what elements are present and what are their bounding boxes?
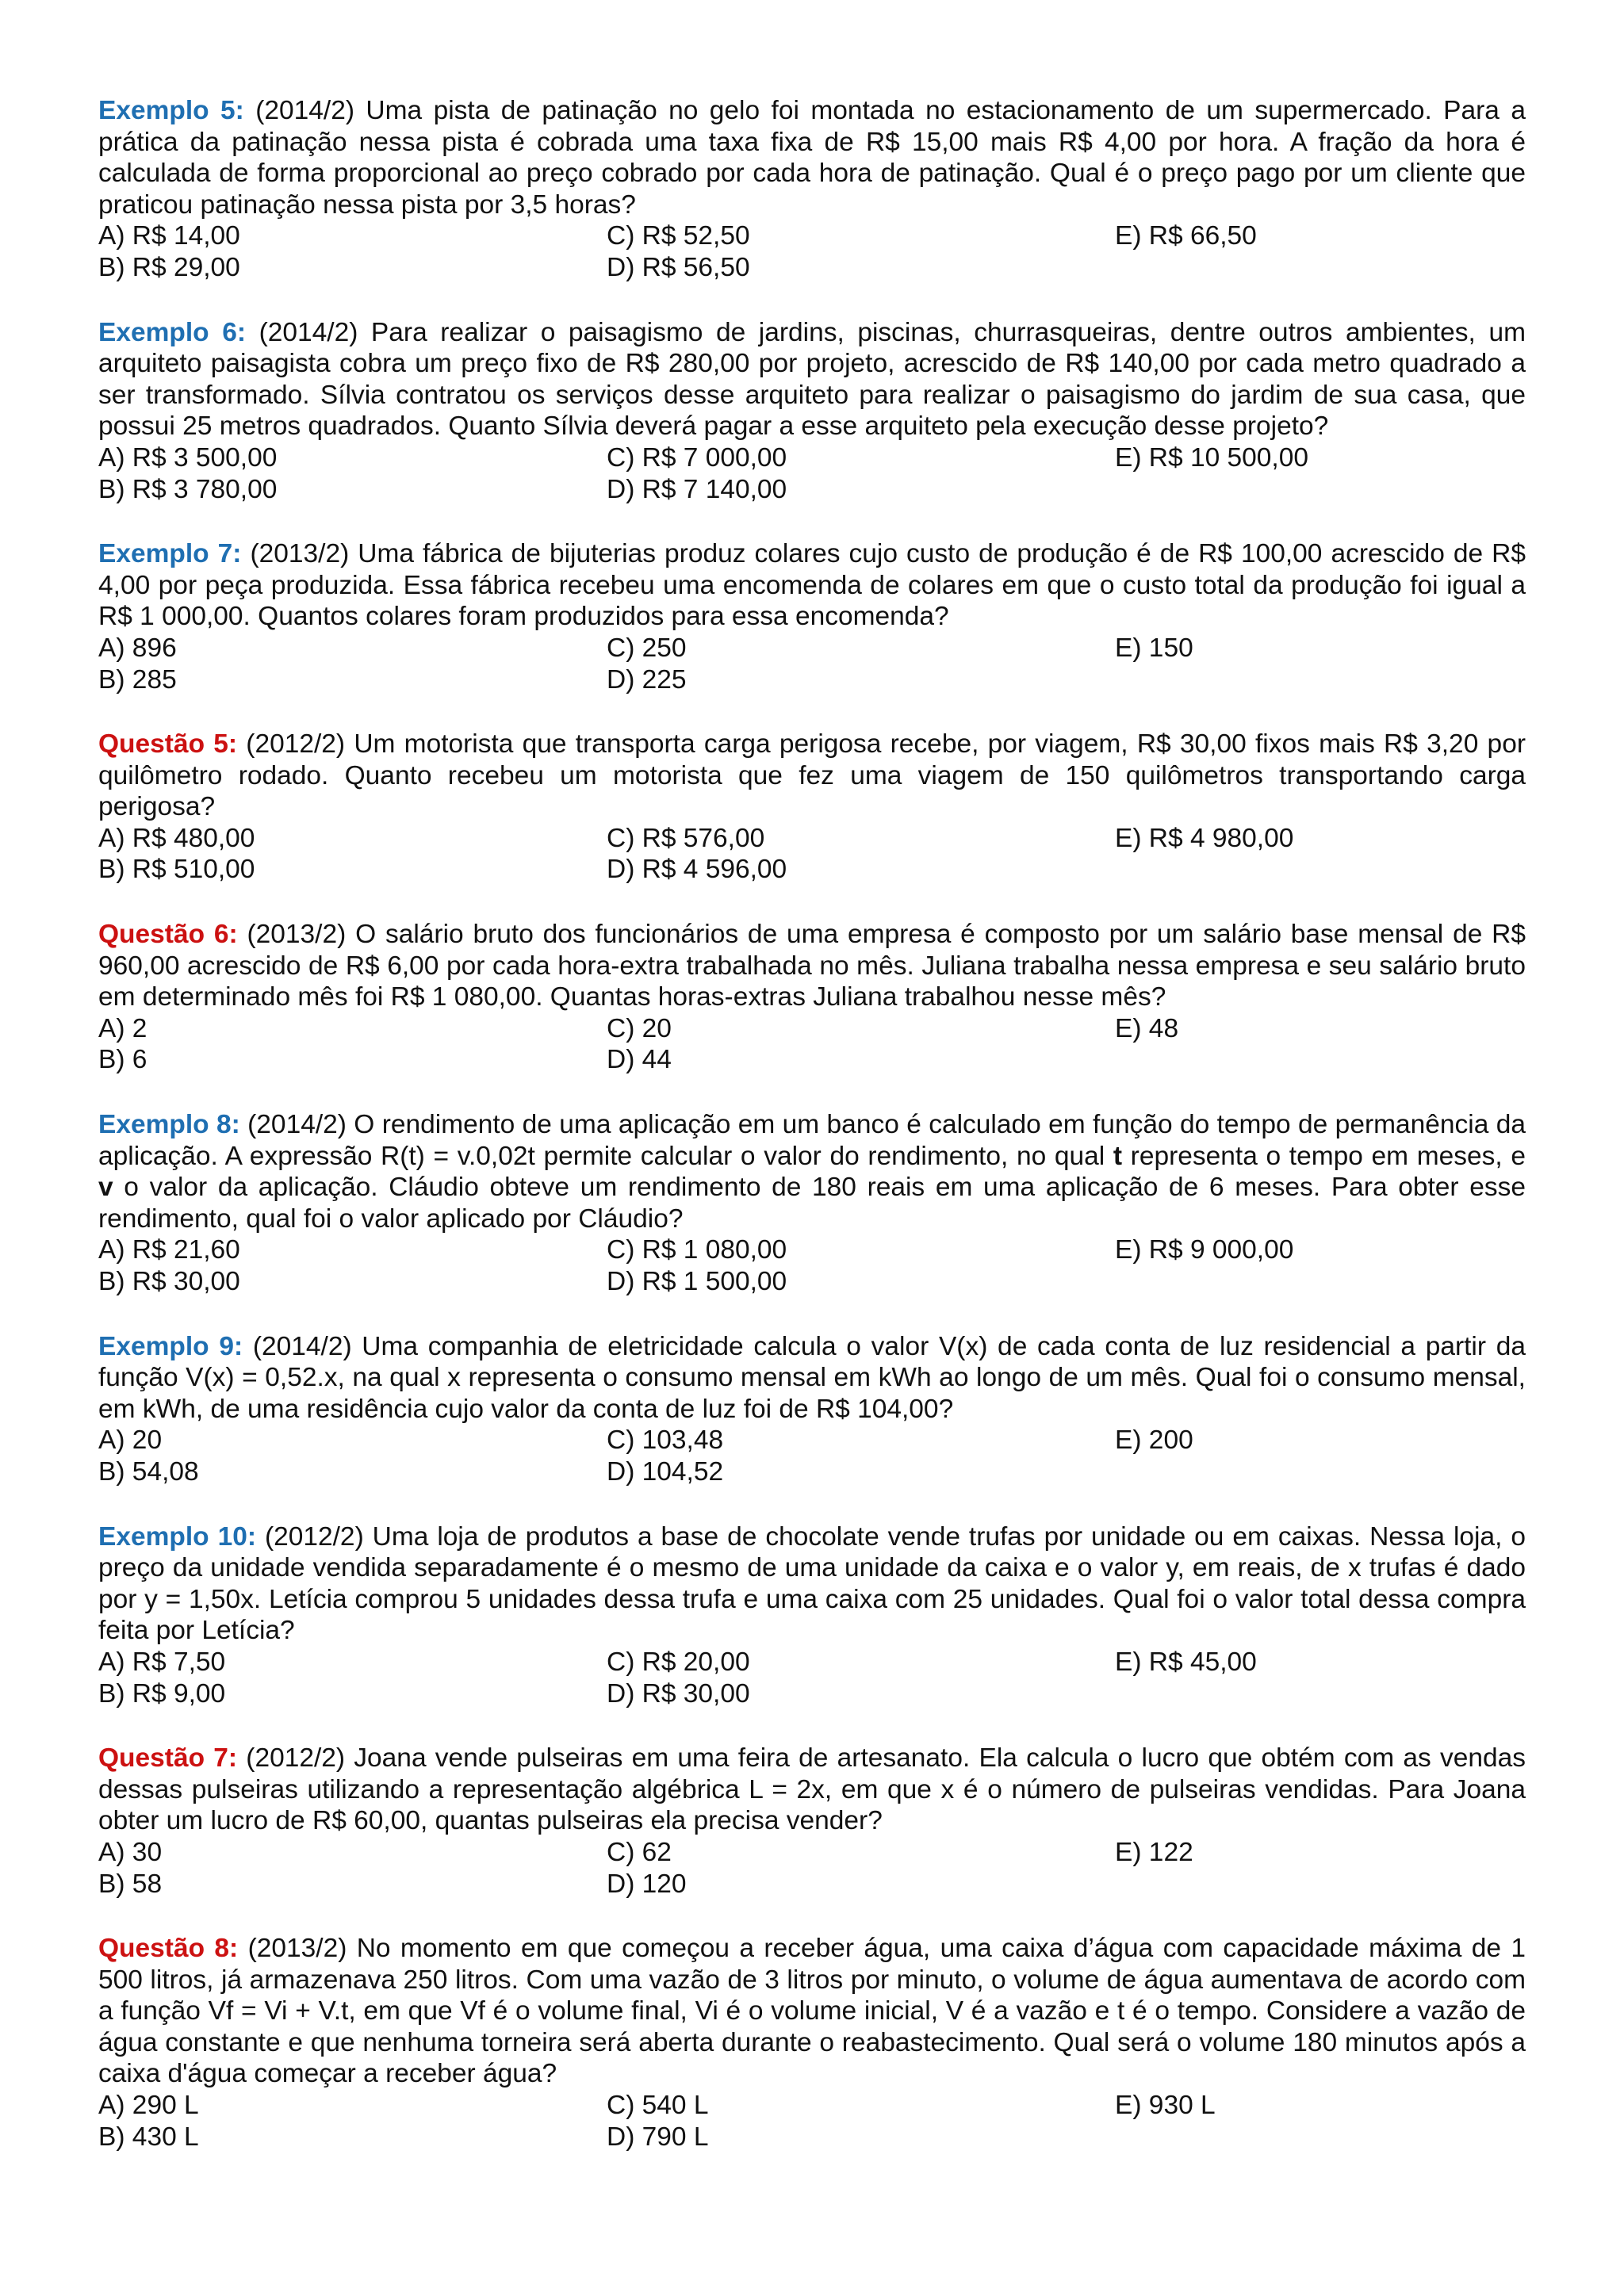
question-text: (2013/2) Uma fábrica de bijuterias produz colares cujo custo de produção é de R$ 100,00 acrescido de R$ 4,00 por peça produzida. Essa fábrica recebeu uma encomenda de colares em que o custo total da produção foi igual a R$ 1 000,00. Quantos colares foram produzidos para essa encomenda? xyxy=(98,539,1526,632)
question-stem xyxy=(98,1521,1526,1647)
option-b: B) 6 xyxy=(98,1045,147,1075)
option-d: D) R$ 56,50 xyxy=(607,252,750,282)
variable-v: v xyxy=(98,1173,113,1203)
answer-options xyxy=(98,1013,1526,1076)
option-e: E) 200 xyxy=(1115,1425,1193,1456)
option-b: B) R$ 3 780,00 xyxy=(98,474,278,504)
option-d: D) R$ 4 596,00 xyxy=(607,855,787,885)
answer-options xyxy=(98,220,1526,283)
question-text: (2013/2) No momento em que começou a receber água, uma caixa d’água com capacidade máxima de 1 500 litros, já armazenava 250 litros. Com uma vazão de 3 litros por minuto, o volume de água aumentava de acordo com a função Vf = Vi + V.t, em que Vf é o volume final, Vi é o volume inicial, V é a vazão e t é o tempo. Considere a vazão de água constante e que nenhuma torneira será aberta durante o reabastecimento. Qual será o volume 180 minutos após a caixa d'água começar a receber água? xyxy=(98,1934,1526,2089)
answer-options xyxy=(98,633,1526,695)
option-b: B) 54,08 xyxy=(98,1456,199,1487)
option-a: A) 30 xyxy=(98,1837,163,1867)
question-stem xyxy=(98,1331,1526,1425)
questao-5 xyxy=(98,729,1526,886)
option-a: A) R$ 14,00 xyxy=(98,221,240,251)
option-e: E) 150 xyxy=(1115,633,1193,663)
answer-options xyxy=(98,1234,1526,1297)
variable-t: t xyxy=(1113,1141,1123,1171)
question-text: (2014/2) Uma companhia de eletricidade calcula o valor V(x) de cada conta de luz residencial a partir da função V(x) = 0,52.x, na qual x representa o consumo mensal em kWh ao longo de um mês. Qual foi o consumo mensal, em kWh, de uma residência cujo valor da conta de luz foi de R$ 104,00? xyxy=(98,1331,1526,1424)
option-c: C) R$ 7 000,00 xyxy=(607,442,787,473)
option-d: D) 120 xyxy=(607,1869,687,1899)
option-e: E) 48 xyxy=(1115,1013,1179,1043)
questao-7 xyxy=(98,1743,1526,1900)
answer-options xyxy=(98,1837,1526,1900)
question-stem xyxy=(98,1109,1526,1234)
option-c: C) R$ 1 080,00 xyxy=(607,1235,787,1265)
question-label: Exemplo 9: xyxy=(98,1331,243,1361)
option-b: B) 58 xyxy=(98,1869,163,1899)
option-c: C) 20 xyxy=(607,1013,672,1043)
option-e: E) R$ 9 000,00 xyxy=(1115,1235,1294,1265)
option-c: C) R$ 52,50 xyxy=(607,221,750,251)
question-text: (2012/2) Joana vende pulseiras em uma feira de artesanato. Ela calcula o lucro que obtém com as vendas dessas pulseiras utilizando a representação algébrica L = 2x, em que x é o número de pulseiras vendidas. Para Joana obter um lucro de R$ 60,00, quantas pulseiras ela precisa vender? xyxy=(98,1743,1526,1836)
question-stem xyxy=(98,95,1526,220)
question-text: (2013/2) O salário bruto dos funcionários de uma empresa é composto por um salário base mensal de R$ 960,00 acrescido de R$ 6,00 por cada hora-extra trabalhada no mês. Juliana trabalha nessa empresa e seu salário bruto em determinado mês foi R$ 1 080,00. Quantas horas-extras Juliana trabalhou nesse mês? xyxy=(98,920,1526,1012)
question-stem xyxy=(98,317,1526,442)
question-text-part: o valor da aplicação. Cláudio obteve um rendimento de 180 reais em uma aplicação de 6 meses. Para obter esse rendimento, qual foi o valor aplicado por Cláudio? xyxy=(98,1173,1526,1234)
option-c: C) 62 xyxy=(607,1837,672,1867)
option-d: D) R$ 30,00 xyxy=(607,1678,750,1709)
question-label: Exemplo 5: xyxy=(98,96,244,125)
question-label: Questão 8: xyxy=(98,1934,239,1964)
question-stem xyxy=(98,1743,1526,1837)
option-a: A) R$ 7,50 xyxy=(98,1647,226,1677)
question-label: Questão 5: xyxy=(98,729,238,760)
option-c: C) 250 xyxy=(607,633,687,663)
option-a: A) R$ 21,60 xyxy=(98,1235,240,1265)
option-c: C) R$ 20,00 xyxy=(607,1647,750,1677)
option-d: D) 104,52 xyxy=(607,1456,724,1487)
exemplo-6 xyxy=(98,317,1526,506)
exemplo-7 xyxy=(98,538,1526,695)
option-a: A) 2 xyxy=(98,1013,147,1043)
answer-options xyxy=(98,1647,1526,1709)
exemplo-5 xyxy=(98,95,1526,284)
question-label: Questão 7: xyxy=(98,1743,238,1774)
answer-options xyxy=(98,2090,1526,2152)
question-text: (2012/2) Um motorista que transporta carga perigosa recebe, por viagem, R$ 30,00 fixos mais R$ 3,20 por quilômetro rodado. Quanto recebeu um motorista que fez uma viagem de 150 quilômetros transportando carga perigosa? xyxy=(98,729,1526,822)
exemplo-8 xyxy=(98,1109,1526,1298)
question-label: Questão 6: xyxy=(98,920,238,950)
option-a: A) 290 L xyxy=(98,2091,199,2121)
option-e: E) R$ 45,00 xyxy=(1115,1647,1257,1677)
option-b: B) 285 xyxy=(98,664,177,695)
option-a: A) R$ 3 500,00 xyxy=(98,442,278,473)
question-text-part: (2014/2) O rendimento de uma aplicação em um banco é calculado em função do tempo de permanência da aplicação. A expressão R(t) = v.0,02t permite calcular o valor do rendimento, no qual xyxy=(98,1110,1526,1171)
questao-6 xyxy=(98,919,1526,1076)
option-b: B) R$ 9,00 xyxy=(98,1678,226,1709)
option-e: E) 930 L xyxy=(1115,2091,1216,2121)
option-d: D) 44 xyxy=(607,1045,672,1075)
option-c: C) R$ 576,00 xyxy=(607,823,765,853)
question-stem xyxy=(98,919,1526,1013)
question-label: Exemplo 7: xyxy=(98,539,242,569)
option-b: B) R$ 29,00 xyxy=(98,252,240,282)
question-stem xyxy=(98,1933,1526,2090)
document-page xyxy=(98,95,1526,2186)
question-text-part: representa o tempo em meses, e xyxy=(1122,1141,1526,1171)
option-c: C) 540 L xyxy=(607,2091,709,2121)
option-b: B) R$ 510,00 xyxy=(98,855,255,885)
option-a: A) 896 xyxy=(98,633,177,663)
question-text: (2012/2) Uma loja de produtos a base de chocolate vende trufas por unidade ou em caixas. Nessa loja, o preço da unidade vendida separadamente é o mesmo de uma unidade da caixa e o valor y, em reais, de x trufas é dado por y = 1,50x. Letícia comprou 5 unidades dessa trufa e uma caixa com 25 unidades. Qual foi o valor total dessa compra feita por Letícia? xyxy=(98,1521,1526,1646)
question-text: (2014/2) Uma pista de patinação no gelo foi montada no estacionamento de um supermercado. Para a prática da patinação nessa pista é cobrada uma taxa fixa de R$ 15,00 mais R$ 4,00 por hora. A fração da hora é calculada de forma proporcional ao preço cobrado por cada hora de patinação. Qual é o preço pago por um cliente que praticou patinação nessa pista por 3,5 horas? xyxy=(98,96,1526,220)
option-a: A) R$ 480,00 xyxy=(98,823,255,853)
option-e: E) 122 xyxy=(1115,1837,1193,1867)
question-label: Exemplo 6: xyxy=(98,317,246,347)
option-e: E) R$ 10 500,00 xyxy=(1115,442,1308,473)
question-stem xyxy=(98,729,1526,823)
option-d: D) 225 xyxy=(607,664,687,695)
option-d: D) R$ 7 140,00 xyxy=(607,474,787,504)
answer-options xyxy=(98,1425,1526,1487)
option-b: B) R$ 30,00 xyxy=(98,1267,240,1296)
option-c: C) 103,48 xyxy=(607,1425,724,1456)
option-e: E) R$ 4 980,00 xyxy=(1115,823,1294,853)
exemplo-10 xyxy=(98,1521,1526,1710)
answer-options xyxy=(98,823,1526,886)
question-label: Exemplo 8: xyxy=(98,1110,240,1140)
option-a: A) 20 xyxy=(98,1425,163,1456)
question-stem xyxy=(98,538,1526,633)
option-d: D) 790 L xyxy=(607,2122,709,2152)
question-label: Exemplo 10: xyxy=(98,1521,256,1552)
option-e: E) R$ 66,50 xyxy=(1115,221,1257,251)
option-d: D) R$ 1 500,00 xyxy=(607,1267,787,1296)
exemplo-9 xyxy=(98,1331,1526,1488)
question-text: (2014/2) Para realizar o paisagismo de jardins, piscinas, churrasqueiras, dentre outros ambientes, um arquiteto paisagista cobra um preço fixo de R$ 280,00 por projeto, acrescido de R$ 140,00 por cada metro quadrado a ser transformado. Sílvia contratou os serviços desse arquiteto para realizar o paisagismo do jardim de sua casa, que possui 25 metros quadrados. Quanto Sílvia deverá pagar a esse arquiteto pela execução desse projeto? xyxy=(98,317,1526,442)
option-b: B) 430 L xyxy=(98,2122,199,2152)
answer-options xyxy=(98,442,1526,505)
questao-8 xyxy=(98,1933,1526,2152)
